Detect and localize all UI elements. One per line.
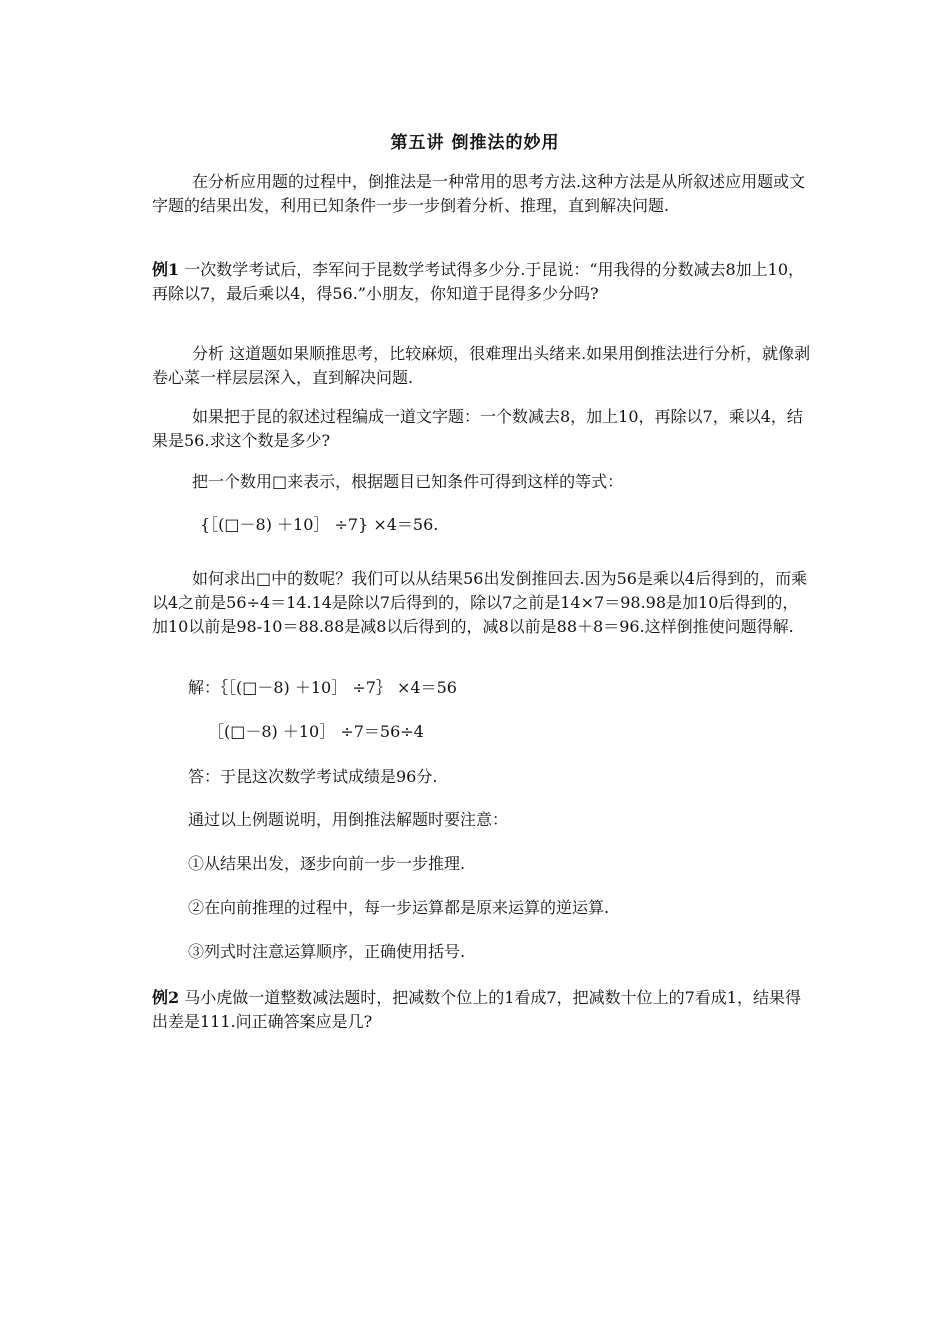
restate-paragraph: 如果把于昆的叙述过程编成一道文字题：一个数减去8，加上10，再除以7，乘以4，结果是56.求这个数是多少? — [152, 407, 803, 450]
example-2-text: 马小虎做一道整数减法题时，把减数个位上的1看成7，把减数十位上的7看成1，结果得出差是111.问正确答案应是几? — [152, 988, 801, 1031]
note-intro: 通过以上例题说明，用倒推法解题时要注意： — [188, 810, 509, 829]
note-item-3: ③列式时注意运算顺序，正确使用括号. — [188, 942, 466, 961]
equation-1: {［(□－8) ＋10］ ÷7} ×4＝56. — [200, 515, 439, 534]
solution-line-2: ［(□－8) ＋10］ ÷7＝56÷4 — [208, 722, 424, 741]
answer-line: 答：于昆这次数学考试成绩是96分. — [188, 767, 438, 786]
represent-paragraph: 把一个数用□来表示，根据题目已知条件可得到这样的等式： — [192, 472, 624, 491]
example-1-label: 例1 — [152, 260, 180, 279]
note-item-1: ①从结果出发，逐步向前一步一步推理. — [188, 854, 466, 873]
howto-paragraph: 如何求出□中的数呢？我们可以从结果56出发倒推回去.因为56是乘以4后得到的，而乘以4之前是56÷4＝14.14是除以7后得到的，除以7之前是14×7＝98.98是加10后得到的，加10以前是98-10＝88.88是减8以后得到的，减8以前是88＋8＝96.这样倒推使问题得解. — [152, 569, 808, 636]
example-1-text: 一次数学考试后，李军问于昆数学考试得多少分.于昆说：“用我得的分数减去8加上10，再除以7，最后乘以4，得56.”小朋友，你知道于昆得多少分吗? — [152, 260, 805, 303]
intro-paragraph: 在分析应用题的过程中，倒推法是一种常用的思考方法.这种方法是从所叙述应用题或文字题的结果出发，利用已知条件一步一步倒着分析、推理，直到解决问题. — [152, 172, 806, 215]
page-title: 第五讲 倒推法的妙用 — [390, 133, 560, 153]
example-2-paragraph — [152, 986, 812, 1034]
example-2-label: 例2 — [152, 988, 180, 1007]
note-item-2: ②在向前推理的过程中，每一步运算都是原来运算的逆运算. — [188, 898, 610, 917]
analysis-paragraph: 分析 这道题如果顺推思考，比较麻烦，很难理出头绪来.如果用倒推法进行分析，就像剥卷心菜一样层层深入，直到解决问题. — [152, 344, 811, 387]
solution-line-1: 解：｛［(□－8) ＋10］ ÷7｝ ×4＝56 — [188, 678, 457, 697]
example-1-paragraph — [152, 258, 812, 306]
